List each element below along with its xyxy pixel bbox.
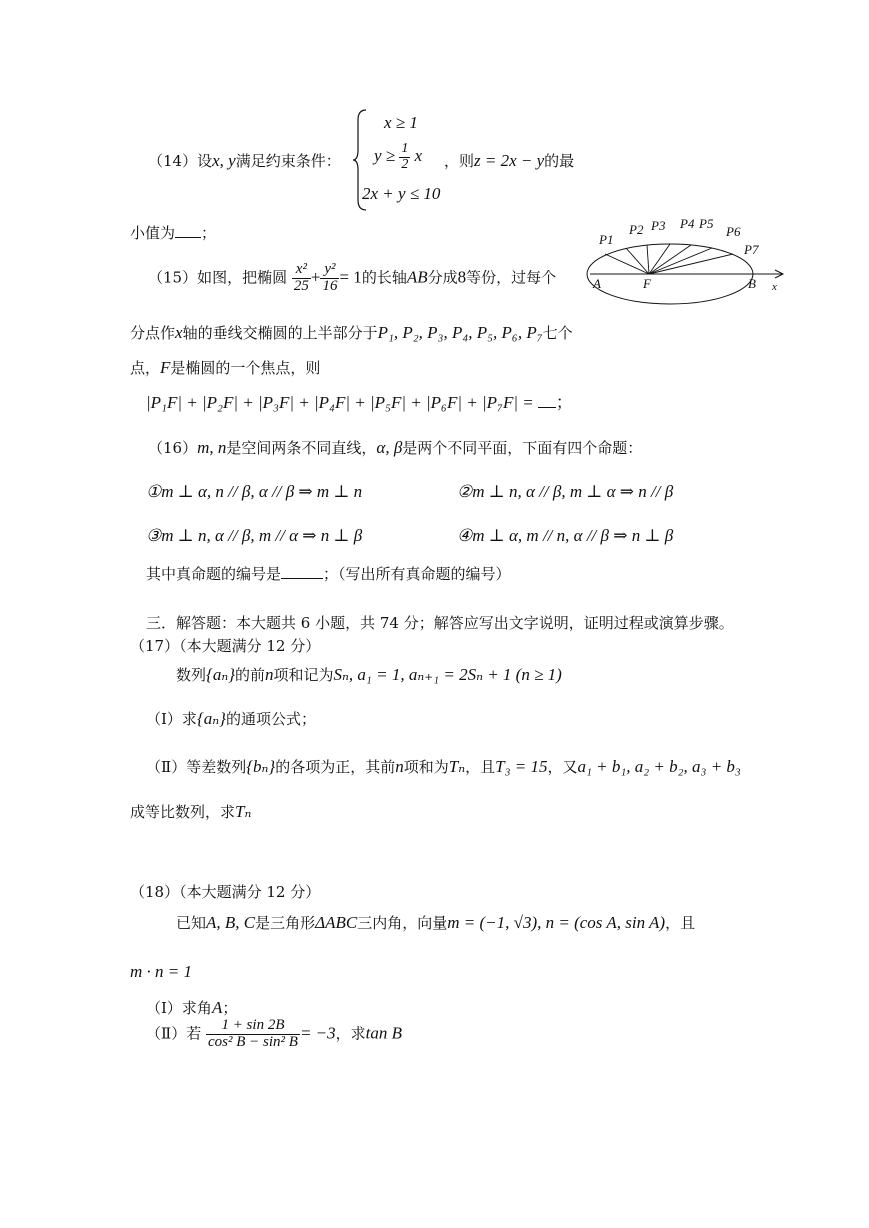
q18-header: （18）（本大题满分 12 分） [130, 883, 321, 901]
q15-frac-x: $\frac{\text{x²}}{25}$ [293, 261, 309, 294]
q14-constraint-2: y ≥ $\frac{1}{2}$ x [374, 141, 423, 172]
section-3-heading: 三．解答题：本大题共 6 小题，共 74 分；解答应写出文字说明，证明过程或演算步骤。 [146, 614, 734, 632]
q14-label: （14）设x, y满足约束条件： [148, 151, 341, 170]
label-b: B [748, 276, 756, 291]
q16-answer: 其中真命题的编号是 ；（写出所有真命题的编号） [146, 565, 511, 583]
label-a: A [593, 276, 601, 291]
q17-header: （17）（本大题满分 12 分） [130, 637, 321, 655]
q17-statement: 数列{aₙ}的前n项和记为Sₙ, a₁ = 1, aₙ₊₁ = 2Sₙ + 1 (n ≥ 1) [176, 665, 562, 684]
q14-constraint-3: 2x + y ≤ 10 [362, 184, 441, 203]
q16-prop-3: ③m ⊥ n, α // β, m // α ⇒ n ⊥ β [146, 526, 363, 545]
q17-part-2: （Ⅱ）等差数列{bₙ}的各项为正，其前n项和为Tₙ，且T₃ = 15，又a₁ + b₁, a₂ + b₂, a₃ + b₃ [146, 757, 741, 776]
q15-line3: 点，F是椭圆的一个焦点，则 [130, 358, 321, 377]
q18-dot-product: m · n = 1 [130, 962, 192, 981]
q15-sum: |P₁F| + |P₂F| + |P₃F| + |P₄F| + |P₅F| + |P₆F| + |P₇F| = ； [146, 393, 573, 412]
q14-constraint-1: x ≥ 1 [384, 113, 418, 132]
label-p5: P5 [699, 216, 714, 231]
label-f: F [643, 276, 651, 291]
q14-answer-blank [175, 223, 201, 238]
q14-tail: ，则z = 2x − y的最 [444, 151, 575, 170]
q14-line2: 小值为 ； [130, 224, 217, 242]
q15-line2: 分点作x轴的垂线交椭圆的上半部分于P₁, P₂, P₃, P₄, P₅, P₆, P₇七个 [130, 323, 573, 342]
label-p4: P4 [680, 216, 695, 231]
label-p7: P7 [744, 242, 759, 257]
q18-part-1: （Ⅰ）求角A； [146, 998, 238, 1017]
q16-prop-1: ①m ⊥ α, n // β, α // β ⇒ m ⊥ n [146, 482, 363, 501]
q16-intro: （16）m, n是空间两条不同直线，α, β是两个不同平面，下面有四个命题： [148, 438, 643, 457]
q15-frac-y: $\frac{\text{y²}}{16}$ [322, 261, 338, 294]
label-p3: P3 [651, 218, 666, 233]
q17-part-2-line2: 成等比数列，求Tₙ [130, 802, 252, 821]
label-p2: P2 [629, 222, 644, 237]
q15-line1: （15）如图，把椭圆 $\frac{\text{x²}}{25}$ + $\frac{\text{y²}}{16}$ = 1的长轴AB分成8等份，过每个 [148, 261, 557, 294]
q16-prop-2: ②m ⊥ n, α // β, m ⊥ α ⇒ n // β [457, 482, 674, 501]
q18-fraction: $\frac{1 + \sin 2B}{\text{cos² B − sin² B}}$ [207, 1017, 298, 1050]
q17-part-1: （Ⅰ）求{aₙ}的通项公式； [146, 709, 316, 728]
q16-answer-blank [281, 564, 323, 579]
q16-prop-4: ④m ⊥ α, m // n, α // β ⇒ n ⊥ β [457, 526, 674, 545]
label-x: x [772, 281, 777, 293]
label-p1: P1 [599, 232, 614, 247]
label-p6: P6 [726, 224, 741, 239]
q18-part-2: （Ⅱ）若 $\frac{1 + \sin 2B}{\text{cos² B − sin² B}}$ = −3，求tan B [146, 1017, 403, 1050]
ellipse-figure [585, 210, 790, 310]
q18-statement: 已知A, B, C是三角形ΔABC三内角，向量m = (−1, √3), n = (cos A, sin A)，且 [176, 913, 696, 932]
q15-answer-blank [538, 393, 556, 408]
q14-half-fraction: $\frac{1}{2}$ [401, 141, 409, 172]
